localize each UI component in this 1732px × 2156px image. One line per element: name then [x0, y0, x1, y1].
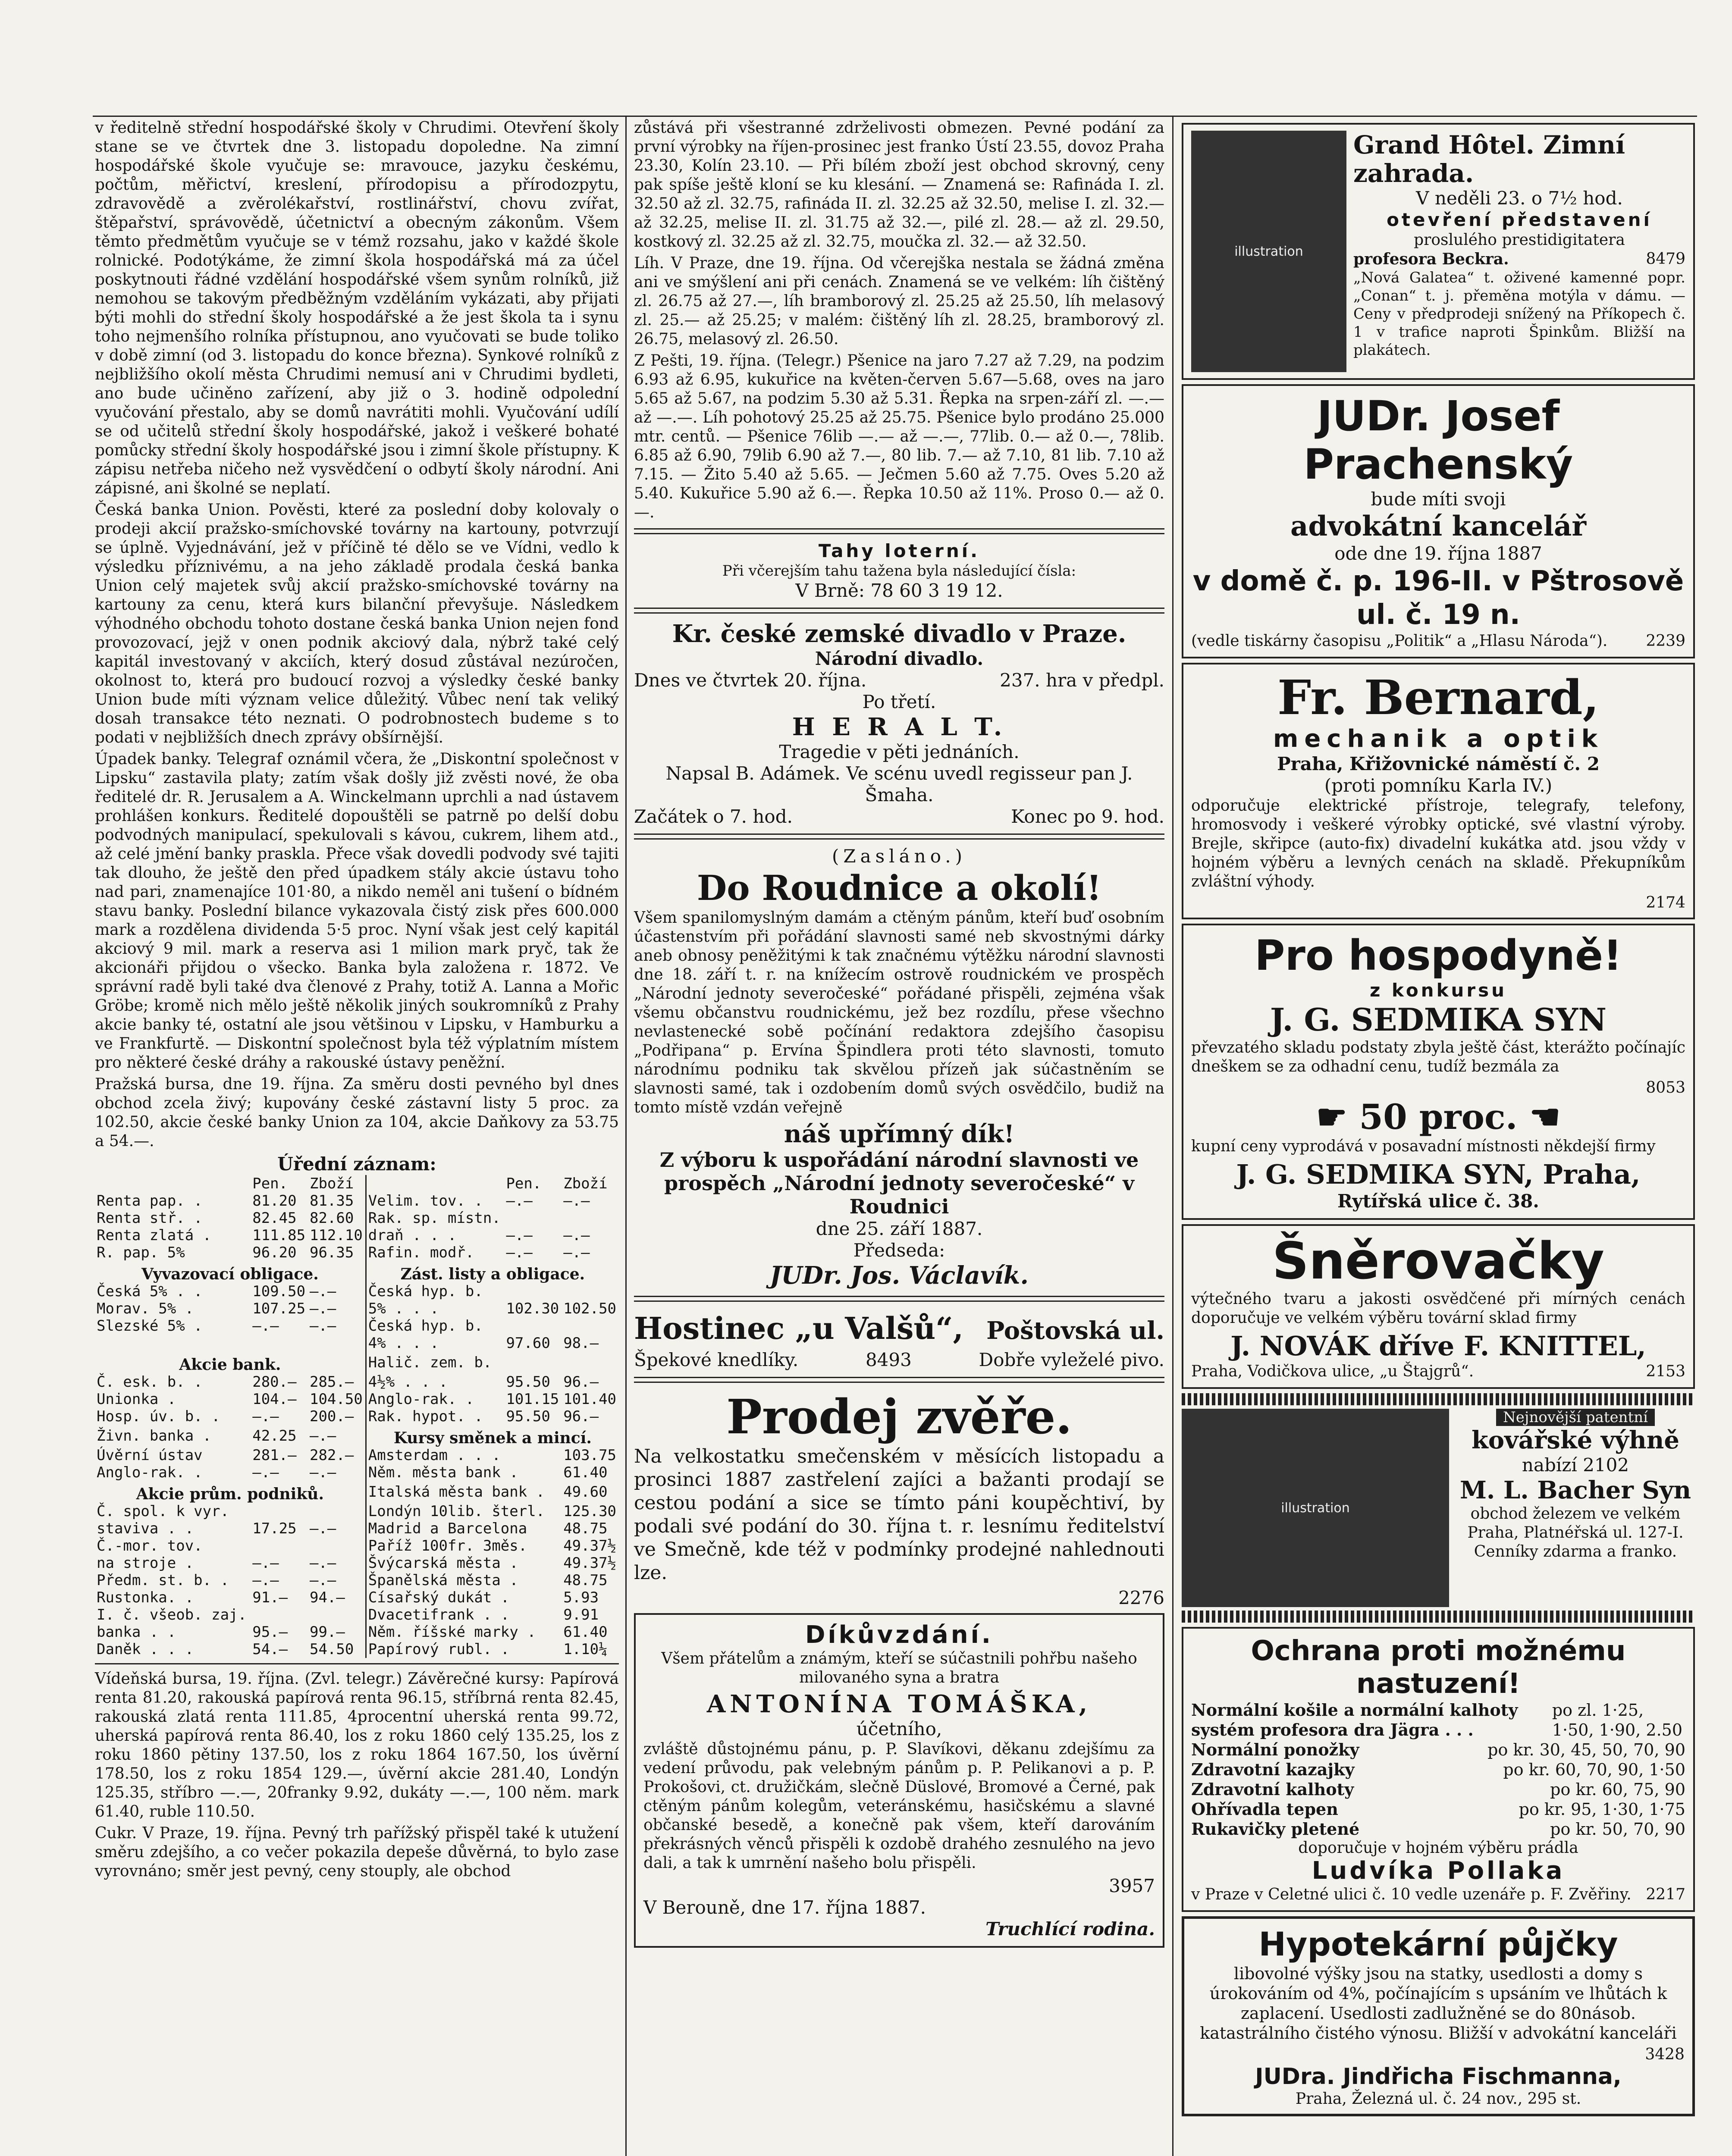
theatre-genre: Tragedie v pěti jednáních.	[779, 741, 1020, 762]
bacher-l4: Praha, Platnéřská ul. 127-I. Cenníky zdarma a franko.	[1467, 1524, 1684, 1561]
bacher-l0-box	[1456, 1409, 1695, 1426]
ochrana-addr-line	[1191, 1885, 1685, 1904]
hotel-ad	[1182, 123, 1695, 380]
hospodyne-num: 8053	[1646, 1079, 1685, 1097]
dik-num: 3957	[1109, 1875, 1155, 1896]
hypoteka-title: Hypotekární půjčky	[1258, 1925, 1618, 1963]
bacher-l2: nabízí 2102	[1522, 1454, 1629, 1476]
bernard-num: 2174	[1646, 894, 1685, 912]
hotel-num: 8479	[1646, 250, 1685, 268]
dik-l1: Všem přátelům a známým, kteří se súčastnili pohřbu našeho milovaného syna a bratra	[661, 1650, 1137, 1686]
theatre-times	[634, 806, 1164, 827]
table-row: Renta zlatá . 111.85 112.10 draň . . . —.— —.—	[97, 1227, 590, 1244]
table-row: Renta stř. . 82.45 82.60 Rak. sp. místn.	[95, 1210, 619, 1227]
bernard-l2: Praha, Křižovnické náměstí č. 2	[1277, 753, 1600, 774]
dik-name: ANTONÍNA TOMÁŠKA,	[706, 1690, 1092, 1718]
article-union-bank: Česká banka Union. Pověsti, které za poslední doby kolovaly o prodeji akcií pražsko-smíchovské továrny na kartouny, potvrzují se úplně. Vyjednávání, jež v příčině té dělo se ve Vídni, vedlo k výsledku příznivému, a na jeho základě prodala česká banka Union celý majetek svůj akcií pražsko-smíchovské továrny na kartouny za cenu, která kurs bilanční převyšuje. Následkem výhodného obchodu tohoto dostane česká banka Union nejen fond provozovací, jejž v onen podnik akciový dala, nýbrž také celý kapitál investovaný v akciích, který dosud zůstával nezúročen, okolnost to, která pro budoucí rozvoj a výsledky české banky Union bude míti význam velice důležitý. Vůbec není tak veliký dosah transakce této neznati. O podrobnostech budeme s to podati v nejbližších dnech zprávy obšírnější.	[95, 501, 619, 746]
hospodyne-text: převzatého skladu podstaty zbyla ještě část, kterážto počínajíc dneškem se za odhadní cenu, tudíž bezmála za	[1191, 1039, 1685, 1075]
theatre-sub: Národní divadlo.	[815, 648, 984, 669]
decorative-stripe	[1182, 1393, 1695, 1405]
theatre-author: Napsal B. Adámek. Ve scénu uvedl regisseur pan J. Šmaha.	[665, 763, 1133, 805]
hostinec-right: Dobře vyleželé pivo.	[979, 1349, 1164, 1370]
table-row: Renta pap. . 81.20 81.35 Velim. tov. . —.— —.—	[97, 1192, 590, 1210]
ochrana-firm: Ludvíka Pollaka	[1312, 1857, 1565, 1885]
dik-role: účetního,	[856, 1718, 942, 1739]
lottery-place: V Brně:	[795, 580, 865, 601]
roudnice-thanks: náš upřímný dík!	[784, 1120, 1015, 1148]
quotes-title: Úřední záznam:	[277, 1153, 436, 1175]
roudnice-signature: JUDr. Jos. Václavík.	[770, 1261, 1029, 1290]
hostinec-num: 8493	[865, 1349, 912, 1370]
prachensky-l4: v domě č. p. 196-II. v Pštrosově ul. č. 19 n.	[1192, 565, 1684, 631]
lottery-numbers: 78 60 3 19 12.	[870, 580, 1003, 601]
hotel-l3: proslulého prestidigitatera	[1414, 231, 1625, 249]
prachensky-l3: ode dne 19. října 1887	[1334, 543, 1542, 564]
roudnice-pred: Předseda:	[853, 1240, 945, 1261]
snerovacky-text: výtečného tvaru a jakosti osvědčené při mírných cenách doporučuje ve velkém výběru tovární sklad firmy	[1191, 1290, 1685, 1327]
hospodyne-pct-line	[1191, 1097, 1685, 1137]
bacher-l0: Nejnovější patentní	[1496, 1409, 1655, 1426]
prachensky-num: 2239	[1646, 632, 1685, 650]
lottery-sub: Při včerejším tahu tažena byla následující čísla:	[722, 562, 1076, 580]
akcie-title: Akcie bank.	[179, 1356, 281, 1374]
hotel-l4: profesora Beckra.	[1353, 250, 1509, 268]
snerovacky-title: Šněrovačky	[1272, 1231, 1605, 1291]
prachensky-title: JUDr. Josef Prachenský	[1303, 392, 1573, 489]
list-item: Zdravotní kalhoty po kr. 60, 75, 90	[1191, 1780, 1685, 1799]
quotes-head-pen-2: Pen.	[506, 1175, 542, 1192]
ochrana-foot: doporučuje v hojném výběru prádla	[1298, 1839, 1578, 1857]
bernard-ad	[1182, 663, 1695, 919]
theatre-end: Konec po 9. hod.	[1011, 806, 1164, 827]
prum-title: Akcie prům. podniků.	[136, 1485, 324, 1503]
hostinec-ad	[634, 1308, 1164, 1349]
column-right	[1182, 119, 1695, 2121]
article-sugar-cont: zůstává při všestranné zdrželivosti obmezen. Pevné podání za první výrobky na říjen-prosinec jest franko Ústí 23.55, dovoz Praha 23.30, Kolín 23.10. — Při bílém zboží jest obchod skrovný, ceny pak spíše ještě kloní se ku klesání. — Znamená se: Rafináda I. zl. 32.50 až zl. 32.75, rafináda II. zl. 32.25 až 32.50, melise I. zl. 32.— až 32.25, melise II. zl. 31.75 až 32.—, pilé zl. 28.— až zl. 29.50, kostkový zl. 32.25 až zl. 32.75, moučka zl. 32.— až 32.50.	[634, 119, 1164, 251]
lottery-title: Tahy loterní.	[818, 540, 980, 561]
snerovacky-addr: Praha, Vodičkova ulice, „u Štajgrů“.	[1191, 1363, 1474, 1380]
snerovacky-addr-line	[1191, 1362, 1685, 1381]
hospodyne-ad	[1182, 924, 1695, 1220]
hostinec-title: Hostinec „u Valšů“,	[634, 1310, 963, 1346]
lottery-line	[634, 580, 1164, 602]
table-row: Morav. 5% . 107.25 —.— 5% . . . 102.30 102.50	[97, 1300, 617, 1317]
bernard-l3: (proti pomníku Karla IV.)	[1324, 775, 1553, 796]
prachensky-l5: (vedle tiskárny časopisu „Politik“ a „Hlasu Národa“).	[1191, 632, 1608, 650]
prachensky-ad	[1182, 384, 1695, 658]
list-item: Normální ponožky po kr. 30, 45, 50, 70, 90	[1191, 1740, 1685, 1759]
hand-right-icon: ☚	[1529, 1097, 1561, 1137]
snerovacky-ad	[1182, 1224, 1695, 1389]
divider	[634, 1296, 1164, 1302]
prachensky-l2: advokátní kancelář	[1290, 510, 1587, 542]
hotel-text: „Nová Galatea“ t. oživené kamenné popr. „Conan“ t. j. přeměna motýla v dámu. — Ceny v předprodeji snížený na Příkopech č. 1 v trafice naproti Špinkům. Bližší na plakátech.	[1353, 269, 1685, 359]
column-middle	[634, 119, 1164, 1952]
hostinec-addr: Poštovská ul.	[986, 1316, 1164, 1345]
bernard-title: Fr. Bernard,	[1277, 670, 1599, 725]
theatre-third: Po třetí.	[862, 691, 936, 712]
hospodyne-pct: 50 proc.	[1359, 1097, 1518, 1137]
column-left	[95, 119, 619, 1883]
theatre-title: Kr. české zemské divadlo v Praze.	[672, 620, 1126, 648]
divider	[634, 1377, 1164, 1383]
divider	[634, 834, 1164, 840]
prachensky-l5-line	[1191, 632, 1685, 651]
divider	[634, 608, 1164, 614]
hospodyne-addr: Rytířská ulice č. 38.	[1337, 1191, 1539, 1212]
dik-ad	[634, 1613, 1164, 1948]
list-item: Normální košile a normální kalhoty systém profesora dra Jägra . . . po zl. 1·25, 1·50, 1·90, 2.50	[1191, 1700, 1683, 1739]
ochrana-title: Ochrana proti možnému nastuzení!	[1251, 1635, 1626, 1700]
table-row: Č. spol. k vyr. Londýn 10lib. šterl. 125.30	[97, 1503, 617, 1520]
quotes-table	[95, 1175, 619, 1658]
hospodyne-text2: kupní ceny vyprodává v posavadní místnosti někdejší firmy	[1191, 1138, 1656, 1155]
table-row: Anglo-rak. . —.— —.— Něm. města bank . 61.40	[97, 1464, 608, 1481]
hotel-title: Grand Hôtel. Zimní zahrada.	[1353, 130, 1625, 188]
ochrana-ad	[1182, 1627, 1695, 1912]
table-row: Hosp. úv. b. . —.— 200.— Rak. hypot. . 95.50 96.—	[97, 1408, 599, 1425]
snerovacky-firm: J. NOVÁK dříve F. KNITTEL,	[1230, 1330, 1646, 1362]
table-row: I. č. všeob. zaj. Dvacetifrank . . 9.91	[97, 1606, 599, 1623]
hostinec-line	[634, 1349, 1164, 1371]
dik-signature: Truchlící rodina.	[985, 1918, 1155, 1940]
article-bankruptcy: Úpadek banky. Telegraf oznámil včera, že „Diskontní společnost v Lipsku“ zastavila platy; zatím však došly již zvěsti nové, že oba ředitelé dr. R. Jerusalem a A. Winckelmann uprchli a nad ústavem prohlášen konkurs. Ředitelé dopouštěli se patrně po delší dobu podvodných manipulací, spekulovali s kávou, cukrem, lihem atd., až celé jmění banky praskla. Přece však dovedli podvody své tajiti tak dlouho, že ještě den před úpadkem stály akcie ústavu toho nad pari, znamenajíce 101·80, a nikdo neměl ani tušení o bídném stavu banky. Poslední bilance vykazovala čistý zisk přes 600.000 mark a rozdělena dividenda 5·5 proc. Nyní však jest celý kapitál akciový 9 mil. mark a reserva asi 1 milion mark pryč, tak že akcionáři přijdou o všecko. Banka byla založena r. 1872. Ve správní radě byli také dva členové z Prahy, totiž A. Lanna a Mořic Gröbe; kromě nich mělo ještě několik jiných soukromníků z Prahy akcie banky té, ostatní ale jsou většinou v Lipsku, v Hamburku a ve Frankfurtě. — Diskontní společnost byla též výplatním místem pro některé české dráhy a rakouské ústavy peněžní.	[95, 750, 619, 1072]
divider	[95, 1663, 619, 1664]
article-spirits: Líh. V Praze, dne 19. října. Od včerejška nestala se žádná změna ani ve smýšlení ani při cenách. Znamená se ve velkém: líh čištěný zl. 26.75 až 27.—, líh bramborový zl. 25.25 až 25.50, líh melasový zl. 25.— až 25.25; v malém: čištěný líh zl. 28.25, bramborový zl. 26.75, melasový zl. 26.50.	[634, 254, 1164, 348]
hypoteka-firm: JUDra. Jindřicha Fischmanna,	[1255, 2064, 1622, 2090]
bacher-l1: kovářské výhně	[1471, 1426, 1680, 1454]
hotel-illus-label: illustration	[1234, 244, 1303, 259]
table-row: Č.-mor. tov. Paříž 100fr. 3měs. 49.37½	[97, 1537, 617, 1554]
quotes-head-zbozi-2: Zboží	[563, 1175, 608, 1192]
bacher-firm: M. L. Bacher Syn	[1459, 1476, 1691, 1504]
prodej-text: Na velkostatku smečenském v měsících listopadu a prosinci 1887 zastřelení zajíci a bažanti prodají se cestou podání a sice se tímto páni koupěchtiví, by podali své podání do 30. října t. r. lesnímu ředitelství ve Smečně, kde též v podmínky prodejné nahlednouti lze.	[634, 1445, 1164, 1584]
table-row: Předm. st. b. . —.— —.— Španělská města . 48.75	[97, 1572, 608, 1589]
bernard-l1: mechanik a optik	[1273, 725, 1604, 753]
theatre-line	[634, 670, 1164, 691]
snerovacky-num: 2153	[1646, 1363, 1685, 1380]
bacher-illus-label: illustration	[1281, 1500, 1350, 1516]
roudnice-text: Všem spanilomyslným damám a ctěným pánům, kteří buď osobním účastenstvím při pořádání slavnosti samé neb skvostnými dárky aneb obnosy peněžitými k tak značnému výtěžku národní slavnosti dne 18. září t. r. na knížecím ostrově roudnickém ve prospěch „Národní jednoty severočeské“ pořádané přispěli, zejména však všemu občanstvu roudnickému, jež bez rozdílu, přese všechno nevlastenecké sobě počínání redaktora zdejšího časopisu „Podřipana“ p. Ervína Špindlera proti této slavnosti, tomuto národnímu podniku tak skvělou přízeň jak súčastněním se slavnosti samé, tak i ozdobením domů svých osvědčilo, budiž na tomto místě vzdán veřejně	[634, 909, 1164, 1116]
prachensky-l1: bude míti svoji	[1371, 489, 1506, 510]
prodej-num: 2276	[1118, 1587, 1164, 1608]
dik-text: zvláště důstojnému pánu, p. P. Slavíkovi, děkanu zdejšímu za vedení průvodu, pak velebným pánům p. P. Pelikanovi a p. P. Prokošovi, ct. družičkám, slečně Düslové, Bromové a Černé, pak ctěným pánům kolegům, veteránskému, hasičskému a slavné občanské besedě, a konečně pak všem, kteří darováním překrásných věnců přispěli k ozdobě drahého zesnulého na jevo dali, a tak k umrnění našeho bolu přispěli.	[643, 1740, 1155, 1872]
roudnice-date: dne 25. září 1887.	[816, 1218, 983, 1239]
theatre-play: H E R A L T.	[792, 713, 1007, 741]
list-item: Zdravotní kazajky po kr. 60, 70, 90, 1·50	[1191, 1760, 1685, 1779]
column-rule-1	[625, 116, 627, 2156]
table-row: Česká 5% . . 109.50 —.— Česká hyp. b.	[95, 1283, 619, 1300]
hotel-l2: otevření představení	[1387, 209, 1652, 230]
ochrana-list	[1191, 1700, 1685, 1839]
table-row: Slezské 5% . —.— —.— Česká hyp. b.	[95, 1317, 619, 1335]
forge-illustration	[1182, 1409, 1449, 1607]
kursy-title: Kursy směnek a mincí.	[366, 1425, 619, 1447]
bernard-text: odporučuje elektrické přístroje, telegrafy, telefony, hromosvody i veškeré výrobky optické, své vlastní výroby. Brejle, skřipce (auto-fix) divadelní kukátka atd. jsou vždy v hojném výběru a levných cenách na skladě. Překupníkům zvláštní výhody.	[1191, 797, 1685, 890]
table-row: Daněk . . . 54.— 54.50 Papírový rubl. . 1.10¼	[97, 1641, 608, 1658]
quotes-head-zbozi: Zboží	[309, 1175, 354, 1192]
column-rule-2	[1172, 116, 1173, 2156]
theatre-start: Začátek o 7. hod.	[634, 806, 793, 827]
table-row: banka . . 95.— 99.— Něm. říšské marky . 61.40	[97, 1623, 608, 1641]
hypoteka-ad	[1182, 1916, 1695, 2116]
ochrana-addr: v Praze v Celetné ulici č. 10 vedle uzenáře p. F. Zvěřiny.	[1191, 1886, 1632, 1903]
decorative-stripe	[1182, 1611, 1695, 1623]
table-row: Akcie bank. Halič. zem. b.	[95, 1352, 619, 1373]
quotes-head-pen: Pen.	[252, 1175, 288, 1192]
article-vienna-bourse: Vídeňská bursa, 19. října. (Zvl. telegr.) Závěrečné kursy: Papírová renta 81.20, rakouská papírová renta 96.15, stříbrná renta 82.45, rakouská zlatá renta 111.85, 4procentní uherská renta 99.72, uherská papírová renta 86.40, los z roku 1860 celý 135.25, los z roku 1860 pětiny 137.50, los z roku 1864 167.50, los úvěrní 178.50, los z roku 1854 129.—, úvěrní akcie 281.40, Londýn 125.35, stříbro —.—, 20franky 9.92, dukáty —.—, 100 něm. mark 61.40, ruble 110.50.	[95, 1670, 619, 1821]
hospodyne-firm: J. G. SEDMIKA SYN	[1270, 1001, 1607, 1038]
hypoteka-num: 3428	[1645, 2046, 1685, 2063]
hypoteka-text: libovolné výšky jsou na statky, usedlosti a domy s úrokováním od 4%, počínajícím s upsáním ve lhůtách k zaplacení. Usedlosti zadlužněné se do 80násob. katastrálního čistého výnosu. Bližší v advokátní kanceláři	[1200, 1964, 1677, 2043]
table-row: Rustonka. . 91.— 94.— Císařský dukát . 5.93	[97, 1589, 599, 1606]
roudnice-from: Z výboru k uspořádání národní slavnosti ve prospěch „Národní jednoty severočeské“ v Roudnici	[659, 1148, 1139, 1218]
table-row: R. pap. 5% 96.20 96.35 Rafin. modř. —.— —.—	[97, 1244, 590, 1261]
theatre-date: Dnes ve čtvrtek 20. října.	[634, 670, 867, 691]
article-sugar: Cukr. V Praze, 19. října. Pevný trh pařížský přispěl také k utužení směru zdejšího, a co večer pokazila depeše důvěrná, to bylo zase vyrovnáno; směr jest pevný, ceny stouply, ale obchod	[95, 1824, 619, 1880]
table-row: Akcie prům. podniků. Italská města bank . 49.60	[95, 1481, 619, 1503]
zast-title: Zást. listy a obligace.	[366, 1261, 619, 1283]
hand-left-icon: ☛	[1316, 1097, 1347, 1137]
theatre-perf: 237. hra v předpl.	[1000, 670, 1164, 691]
article-pest: Z Pešti, 19. října. (Telegr.) Pšenice na jaro 7.27 až 7.29, na podzim 6.93 až 6.95, kukuřice na květen-červen 5.67—5.68, oves na jaro 5.65 až 5.67, na podzim 5.30 až 5.31. Řepka na srpen-září zl. —.— až —.—. Líh pohotový 25.25 až 25.75. Pšenice bylo prodáno 25.000 mtr. centů. — Pšenice 76lib —.— až —.—, 77lib. 0.— až 0.—, 78lib. 6.85 až 6.90, 79lib 6.90 až 7.—, 80 lib. 7.— až 7.10, 81 lib. 7.10 až 7.15. — Žito 5.40 až 5.65. — Ječmen 5.60 až 7.75. Oves 5.20 až 5.40. Kukuřice 5.90 až 6.—. Řepka 10.50 až 11%. Proso 0.— až 0.—.	[634, 352, 1164, 521]
hospodyne-firm2: J. G. SEDMIKA SYN, Praha,	[1236, 1159, 1641, 1190]
roudnice-title: Do Roudnice a okolí!	[697, 868, 1102, 908]
article-school: v ředitelně střední hospodářské školy v Chrudimi. Otevření školy stane se ve čtvrtek dne 3. listopadu dopoledne. Na zimní hospodářské škole vyučuje se: mravouce, jazyku českému, počtům, měřictví, kreslení, přírodopisu a přírodozpytu, zdravovědě a zvěrolékařství, rostlinářství, chovu zvířat, štěpařství, správovědě, účetnictví a obecným zákonům. Všem těmto předmětům vyučuje se v témž rozsahu, jako v každé škole rolnické. Podotýkáme, že zimní škola hospodářská má za účel poskytnouti řádné vzdělání hospodářské všem synům rolníků, již nemohou se takovým předběžným vzděláním vykázati, aby přijati býti mohli do střední školy hospodářské a že jest škola ta i synu toho nejmenšího rolníka přístupnou, ano vyučovati se bude toliko v době zimní (od 3. listopadu do konce března). Synkové rolníků z nejbližšího okolí města Chrudimi nemusí ani v Chrudimi bydleti, ano bude učiněno zařízení, aby již o 3. hodině odpolední vyučování přestalo, aby se domů navrátiti mohli. Vyučování udílí se od učitelů střední školy hospodářské, jakož i veškeré bohaté pomůcky střední školy hospodářské jsou i zimní škole přístupny. K zápisu netřeba ničeho než vysvědčení o odbytí školy národní. Ani zápisné, ani školné se neplatí.	[95, 119, 619, 497]
table-row: na stroje . —.— —.— Švýcarská města . 49.37½	[97, 1554, 617, 1572]
vyvaz-title: Vyvazovací obligace.	[141, 1265, 319, 1283]
dik-place: V Berouně, dne 17. října 1887.	[643, 1897, 926, 1918]
bacher-l3: obchod železem ve velkém	[1470, 1505, 1681, 1523]
bacher-ad	[1182, 1409, 1695, 1607]
divider	[634, 528, 1164, 534]
hypoteka-addr: Praha, Železná ul. č. 24 nov., 295 st.	[1295, 2090, 1581, 2108]
table-row: Unionka . 104.— 104.50 Anglo-rak. . 101.15 101.40	[97, 1391, 617, 1408]
hotel-l4-line	[1353, 250, 1685, 269]
zaslano-label: (Zasláno.)	[832, 846, 966, 867]
list-item: Rukavičky pletené po kr. 50, 70, 90	[1191, 1819, 1685, 1839]
ochrana-num: 2217	[1646, 1886, 1685, 1903]
magician-illustration	[1191, 131, 1346, 372]
table-row: staviva . . 17.25 —.— Madrid a Barcelona 48.75	[97, 1520, 608, 1537]
top-rule	[93, 116, 1697, 117]
hotel-l1: V neděli 23. o 7½ hod.	[1416, 188, 1623, 209]
hostinec-left: Špekové knedlíky.	[634, 1349, 799, 1370]
hospodyne-konkurs: z konkursu	[1369, 980, 1507, 1001]
table-row: 4% . . . 97.60 98.—	[95, 1335, 619, 1352]
table-row: Živn. banka . 42.25 —.— Kursy směnek a mincí.	[95, 1425, 619, 1447]
prodej-title: Prodej zvěře.	[726, 1389, 1072, 1445]
table-row: Úvěrní ústav 281.— 282.— Amsterdam . . . 103.75	[97, 1447, 617, 1464]
hospodyne-title: Pro hospodyně!	[1255, 931, 1622, 980]
dik-title: Díkůvzdání.	[805, 1621, 994, 1649]
table-row: Č. esk. b. . 280.— 285.— 4½% . . . 95.50 96.—	[97, 1373, 599, 1391]
article-prague-bourse: Pražská bursa, dne 19. října. Za směru dosti pevného byl dnes obchod zcela živý; kupovány české zástavní listy 5 proc. za 102.50, akcie české banky Union za 104, akcie Daňkovy za 53.75 a 54.—.	[95, 1075, 619, 1150]
list-item: Ohřívadla tepen po kr. 95, 1·30, 1·75	[1191, 1799, 1685, 1819]
